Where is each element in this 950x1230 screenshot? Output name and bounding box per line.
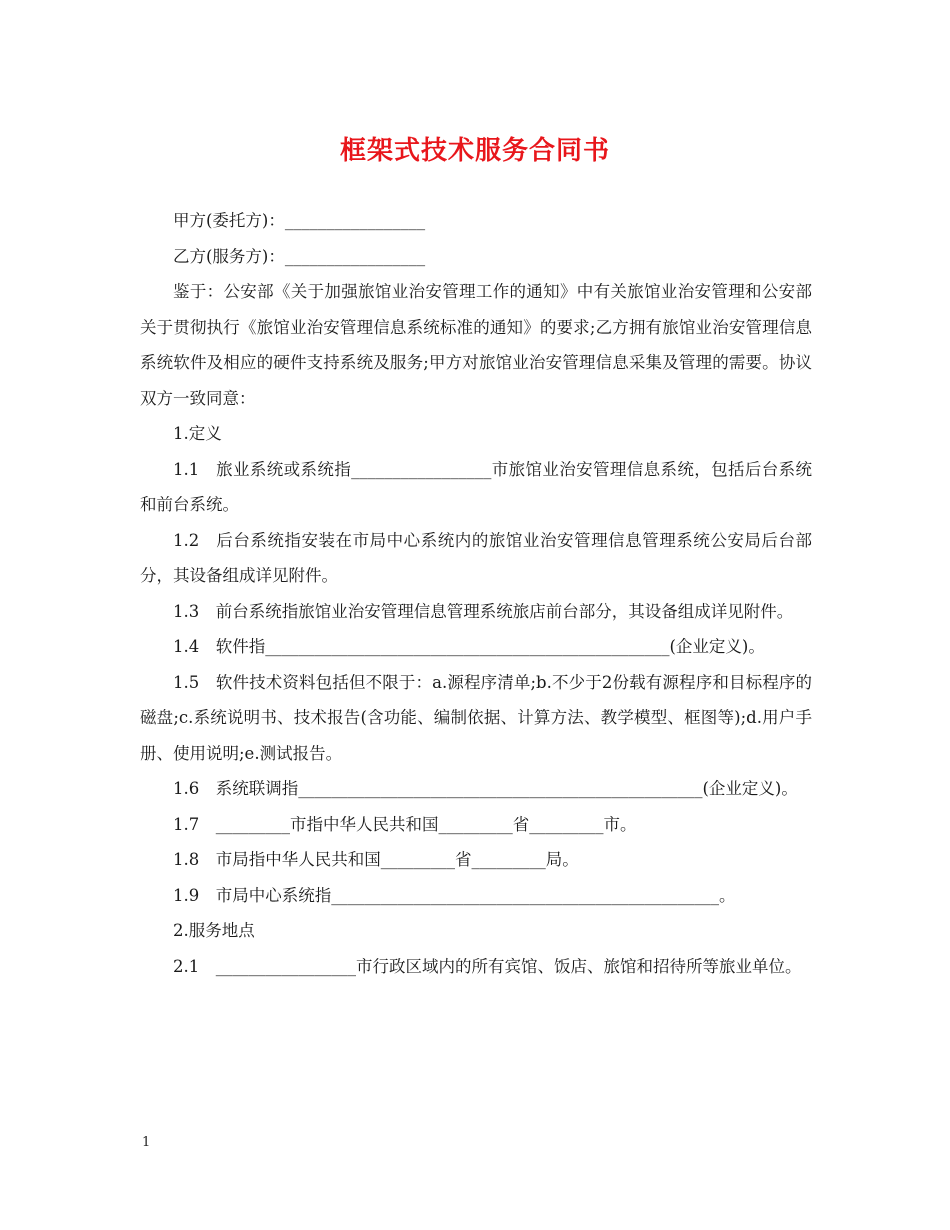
document-body	[140, 203, 812, 984]
clause-1-4	[140, 629, 812, 665]
clause-number: 1.2	[173, 530, 200, 550]
clause-number: 1.5	[173, 672, 200, 692]
party-b-line: 乙方(服务方)：_________________	[173, 246, 426, 266]
clause-1-1	[140, 452, 812, 523]
document-title: 框架式技术服务合同书	[339, 136, 610, 166]
clause-number: 1.9	[173, 885, 200, 905]
clause-text: _________市指中华人民共和国_________省_________市。	[215, 814, 637, 834]
clause-1-3	[140, 594, 812, 630]
clause-1-6	[140, 771, 812, 807]
clause-number: 1.6	[173, 779, 200, 798]
clause-text: 前台系统指旅馆业治安管理信息管理系统旅店前台部分，其设备组成详见附件。	[215, 601, 794, 621]
clause-2-1	[140, 949, 812, 985]
clause-number: 1.4	[173, 637, 200, 656]
clause-text: 软件技术资料包括但不限于：a.源程序清单;b.不少于2份载有源程序和目标程序的磁盘;c.系统说明书、技术报告(含功能、编制依据、计算方法、教学模型、框图等);d.用户手册、使用说明;e.测试报告。	[140, 672, 812, 763]
clause-number: 1.7	[173, 814, 200, 834]
clause-text: 后台系统指安装在市局中心系统内的旅馆业治安管理信息管理系统公安局后台部分，其设备组成详见附件。	[140, 530, 812, 585]
clause-1-9	[140, 878, 812, 914]
clause-number: 2.1	[173, 956, 200, 976]
clause-1-8	[140, 842, 812, 878]
clause-1-2	[140, 523, 812, 594]
clause-text: 市局中心系统指_______________________________________________。	[215, 885, 736, 905]
clause-number: 1.3	[173, 601, 200, 621]
clause-number: 1.8	[173, 850, 200, 869]
clause-text: 市局指中华人民共和国_________省_________局。	[215, 850, 579, 869]
clause-1-7	[140, 807, 812, 843]
party-a-line: 甲方(委托方)：_________________	[173, 211, 426, 230]
clause-number: 1.1	[173, 459, 200, 479]
clause-text: 软件指_________________________________________________(企业定义)。	[215, 637, 765, 656]
section-heading-definitions: 1.定义	[173, 424, 222, 443]
section-heading-service-location: 2.服务地点	[173, 921, 255, 940]
page-number: 1	[142, 1135, 151, 1150]
clause-text: 旅业系统或系统指_________________市旅馆业治安管理信息系统，包括后台系统和前台系统。	[140, 459, 812, 514]
clause-text: _________________市行政区域内的所有宾馆、饭店、旅馆和招待所等旅业单位。	[215, 956, 802, 976]
clause-1-5	[140, 665, 812, 772]
preamble-paragraph: 鉴于：公安部《关于加强旅馆业治安管理工作的通知》中有关旅馆业治安管理和公安部关于贯彻执行《旅馆业治安管理信息系统标准的通知》的要求;乙方拥有旅馆业治安管理信息系统软件及相应的硬件支持系统及服务;甲方对旅馆业治安管理信息采集及管理的需要。协议双方一致同意：	[140, 282, 812, 408]
clause-text: 系统联调指_________________________________________________(企业定义)。	[215, 779, 798, 798]
